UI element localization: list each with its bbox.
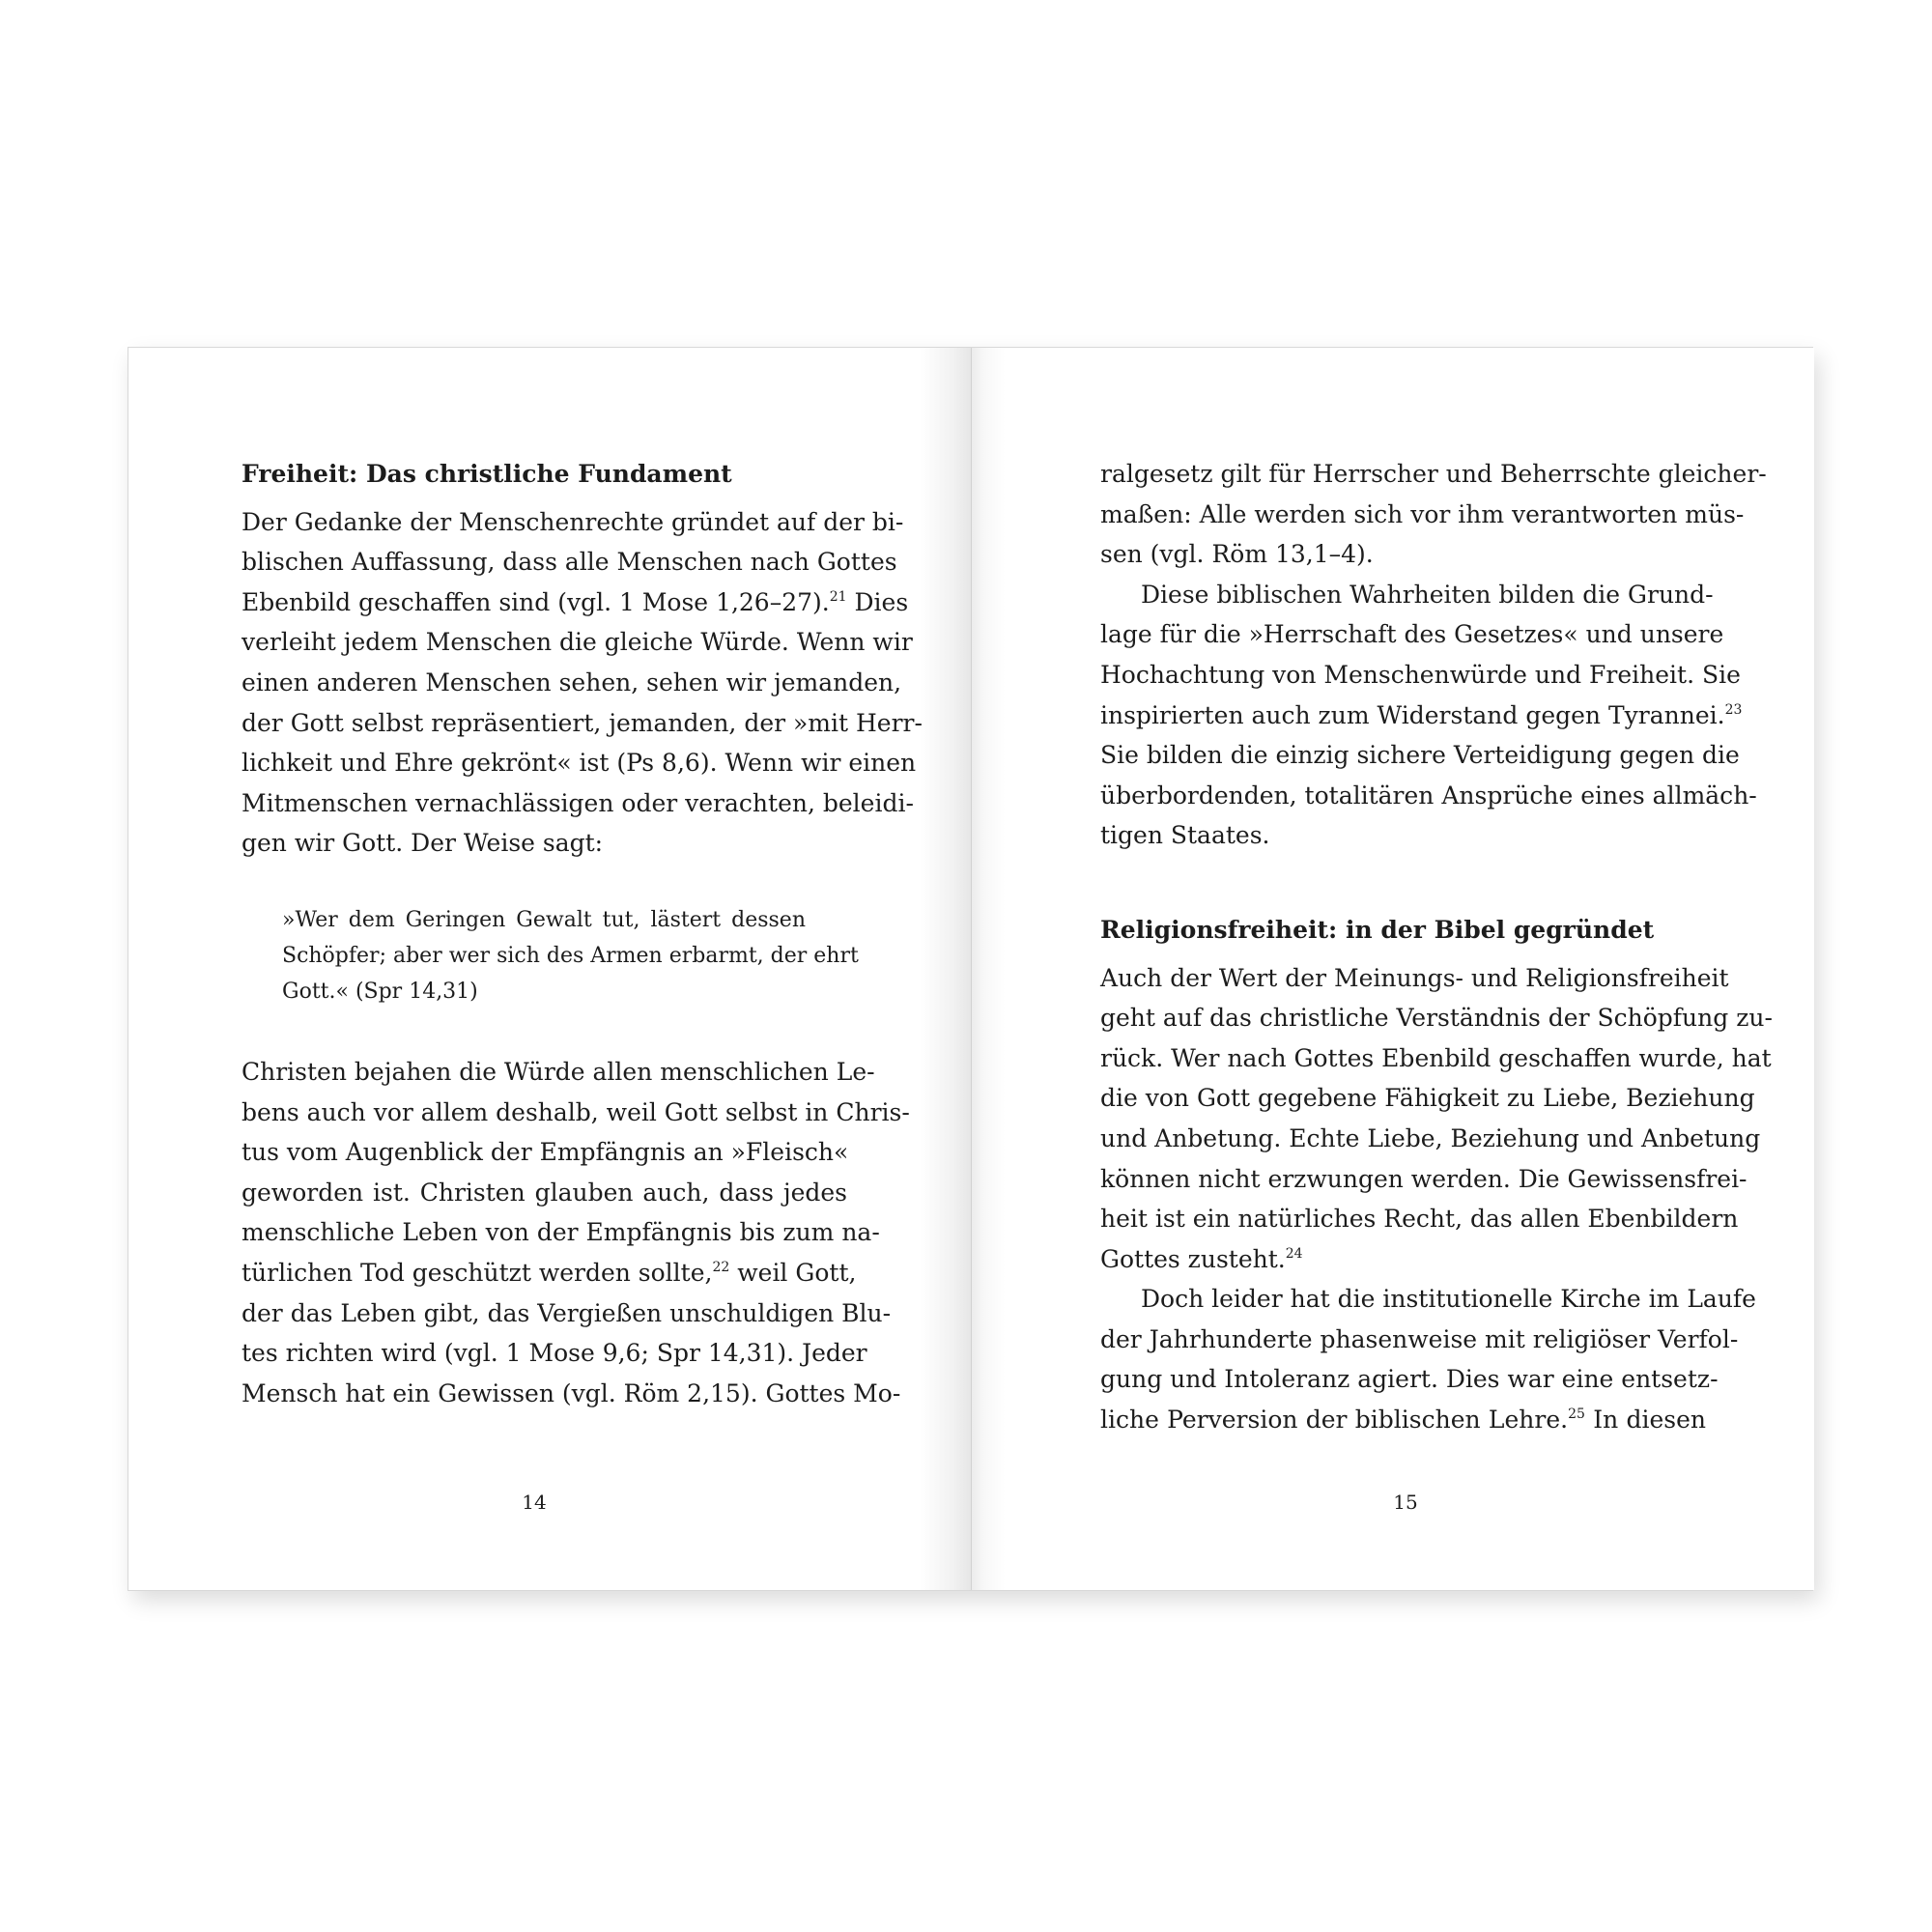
text-line: Mensch hat ein Gewissen (vgl. Röm 2,15). Gottes Mo-: [242, 1378, 901, 1407]
text-line: geht auf das christliche Verständnis der Schöpfung zu-: [1100, 1004, 1773, 1033]
paragraph-meinungsfreiheit: [1100, 958, 1773, 1280]
text-line: lichkeit und Ehre gekrönt« ist (Ps 8,6). Wenn wir einen: [242, 749, 917, 778]
paragraph-menschenrechte: [242, 502, 923, 864]
text-fragment: inspirierten auch zum Widerstand gegen Tyrannei.: [1100, 700, 1725, 729]
left-text-column: [242, 454, 923, 1413]
footnote-ref: 22: [712, 1259, 730, 1275]
text-line: blischen Auffassung, dass alle Menschen nach Gottes: [242, 548, 897, 577]
text-line: können nicht erzwungen werden. Die Gewissensfrei-: [1100, 1164, 1747, 1193]
text-fragment: Ebenbild geschaffen sind (vgl. 1 Mose 1,26–27).: [242, 587, 830, 616]
text-line: überbordenden, totalitären Ansprüche eines allmäch-: [1100, 781, 1757, 810]
text-line: gen wir Gott. Der Weise sagt:: [242, 829, 604, 858]
quote-line: Gott.« (Spr 14,31): [282, 979, 478, 1004]
text-line: Diese biblischen Wahrheiten bilden die Grund-: [1141, 580, 1714, 609]
text-line: Christen bejahen die Würde allen menschlichen Le-: [242, 1057, 875, 1086]
text-line: Sie bilden die einzig sichere Verteidigung gegen die: [1100, 741, 1740, 770]
text-line: [242, 582, 909, 623]
quote-line: Schöpfer; aber wer sich des Armen erbarmt, der ehrt: [282, 943, 859, 968]
text-fragment: türlichen Tod geschützt werden sollte,: [242, 1258, 713, 1287]
footnote-ref: 25: [1568, 1406, 1585, 1423]
paragraph-wahrheiten: [1100, 575, 1757, 856]
section-heading-freiheit: Freiheit: Das christliche Fundament: [242, 460, 732, 488]
text-line: Mitmenschen vernachlässigen oder verachten, beleidi-: [242, 788, 914, 817]
text-line: [1100, 1239, 1706, 1280]
text-line: tigen Staates.: [1100, 821, 1270, 850]
section-heading-religionsfreiheit: Religionsfreiheit: in der Bibel gegründet: [1100, 915, 1655, 944]
page-number-left: 14: [522, 1491, 547, 1514]
text-line: rück. Wer nach Gottes Ebenbild geschaffen wurde, hat: [1100, 1043, 1772, 1072]
text-line: Der Gedanke der Menschenrechte gründet auf der bi-: [242, 507, 904, 536]
quote-line: »Wer dem Geringen Gewalt tut, lästert dessen: [282, 907, 806, 932]
text-line: Auch der Wert der Meinungs- und Religionsfreiheit: [1100, 963, 1729, 992]
text-line: [1100, 696, 1743, 736]
text-line: und Anbetung. Echte Liebe, Beziehung und Anbetung: [1100, 1123, 1761, 1152]
text-line: lage für die »Herrschaft des Gesetzes« und unsere: [1100, 620, 1724, 649]
text-line: der Jahrhunderte phasenweise mit religiöser Verfol-: [1100, 1324, 1739, 1353]
text-line: einen anderen Menschen sehen, sehen wir jemanden,: [242, 668, 902, 696]
block-quote-spr: [282, 902, 859, 1009]
text-line: die von Gott gegebene Fähigkeit zu Liebe, Beziehung: [1100, 1084, 1755, 1113]
text-fragment: liche Perversion der biblischen Lehre.: [1100, 1406, 1569, 1435]
paragraph-moralgesetz: [1100, 454, 1767, 575]
text-line: der Gott selbst repräsentiert, jemanden, der »mit Herr-: [242, 708, 923, 737]
text-line: verleiht jedem Menschen die gleiche Würde. Wenn wir: [242, 628, 913, 657]
right-page: [971, 348, 1814, 1590]
paragraph-wuerde: [242, 1052, 910, 1413]
text-fragment: weil Gott,: [729, 1258, 857, 1287]
left-page: [128, 348, 971, 1590]
text-line: tus vom Augenblick der Empfängnis an »Fleisch«: [242, 1138, 849, 1167]
text-line: Doch leider hat die institutionelle Kirche im Laufe: [1141, 1285, 1756, 1314]
text-line: geworden ist. Christen glauben auch, dass jedes: [242, 1178, 847, 1207]
text-line: gung und Intoleranz agiert. Dies war eine entsetz-: [1100, 1365, 1719, 1394]
text-line: [242, 1253, 857, 1293]
text-line: [1100, 1400, 1706, 1440]
text-line: bens auch vor allem deshalb, weil Gott selbst in Chris-: [242, 1097, 910, 1126]
footnote-ref: 24: [1285, 1245, 1303, 1262]
page-number-right: 15: [1393, 1491, 1418, 1514]
paragraph-kirche: [1100, 1279, 1756, 1439]
text-line: sen (vgl. Röm 13,1–4).: [1100, 540, 1374, 569]
text-line: heit ist ein natürliches Recht, das allen Ebenbildern: [1100, 1205, 1739, 1234]
text-line: Hochachtung von Menschenwürde und Freiheit. Sie: [1100, 660, 1741, 689]
text-line: menschliche Leben von der Empfängnis bis zum na-: [242, 1218, 880, 1247]
footnote-ref: 23: [1724, 701, 1743, 718]
text-fragment: In diesen: [1584, 1406, 1706, 1435]
text-line: maßen: Alle werden sich vor ihm verantworten müs-: [1100, 499, 1745, 528]
text-line: tes richten wird (vgl. 1 Mose 9,6; Spr 14,31). Jeder: [242, 1339, 867, 1368]
book-spread: [128, 347, 1813, 1591]
text-line: ralgesetz gilt für Herrscher und Beherrschte gleicher-: [1100, 460, 1767, 488]
footnote-ref: 21: [829, 588, 847, 605]
text-fragment: Gottes zusteht.: [1100, 1244, 1286, 1273]
text-line: der das Leben gibt, das Vergießen unschuldigen Blu-: [242, 1298, 892, 1327]
right-text-column: [1100, 454, 1773, 1440]
text-fragment: Dies: [846, 587, 909, 616]
